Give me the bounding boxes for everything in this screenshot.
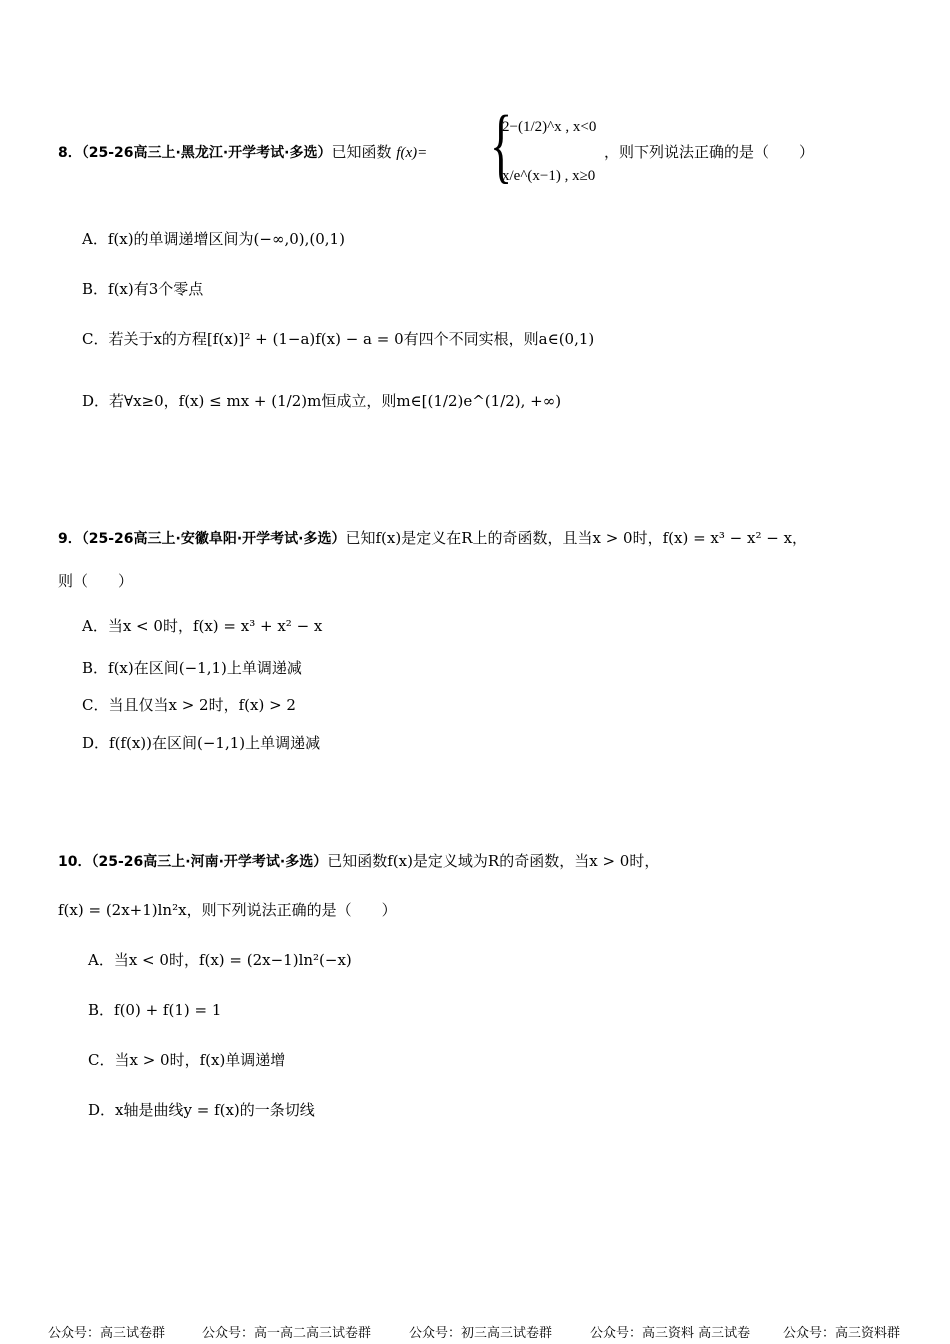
footer-item: 公众号：高一高二高三试卷群 [202,1326,372,1341]
q9-stem [58,528,807,549]
q9-option-a: A．当x < 0时，f(x) = x³ + x² − x [82,617,323,635]
q8-stem [58,142,427,163]
q8-option-a: A．f(x)的单调递增区间为(−∞,0),(0,1) [82,230,345,248]
q8-option-c: C．若关于x的方程[f(x)]² + (1−a)f(x) − a = 0有四个不同实根，则a∈(0,1) [82,330,595,348]
q10-option-b: B．f(0) + f(1) = 1 [88,1001,222,1019]
footer-item: 公众号：高三资料 高三试卷 [590,1326,751,1341]
q8-piecewise-brace: { [490,99,513,192]
q8-stem-func: f(x)= [396,145,428,161]
q9-stem-line1: 已知f(x)是定义在R上的奇函数，且当x > 0时，f(x) = x³ − x² − x， [345,529,808,547]
q9-stem-line2: 则（ ） [58,572,134,590]
q8-option-b: B．f(x)有3个零点 [82,280,204,298]
q9-option-b: B．f(x)在区间(−1,1)上单调递减 [82,659,302,677]
q10-stem-line2: f(x) = (2x+1)ln²x，则下列说法正确的是（ ） [58,901,397,919]
q8-option-d: D．若∀x≥0，f(x) ≤ mx + (1/2)m恒成立，则m∈[(1/2)e^(1/2), +∞) [82,392,562,410]
q10-number: 10． [58,854,92,870]
footer-item: 公众号：初三高三试卷群 [409,1326,553,1341]
q10-option-d: D．x轴是曲线y = f(x)的一条切线 [88,1101,315,1119]
q8-piece-top: 2−(1/2)^x , x<0 [502,119,597,135]
footer-item: 公众号：高三资料群 [783,1326,901,1341]
q8-tag: （25-26高三上·黑龙江·开学考试·多选） [81,145,332,161]
q10-option-c: C．当x > 0时，f(x)单调递增 [88,1051,286,1069]
q8-number: 8． [58,145,82,161]
q8-stem-suffix: ，则下列说法正确的是（ ） [604,143,815,161]
q8-piece-bottom: x/e^(x−1) , x≥0 [502,168,596,184]
q9-number: 9． [58,531,82,547]
q10-stem [58,851,659,872]
footer [0,1322,950,1342]
q9-option-d: D．f(f(x))在区间(−1,1)上单调递减 [82,734,321,752]
q9-tag: （25-26高三上·安徽阜阳·开学考试·多选） [81,531,346,547]
q9-option-c: C．当且仅当x > 2时，f(x) > 2 [82,696,296,714]
q8-stem-prefix: 已知函数 [331,143,392,161]
footer-item: 公众号：高三试卷群 [48,1326,166,1341]
q10-tag: （25-26高三上·河南·开学考试·多选） [91,854,328,870]
q10-option-a: A．当x < 0时，f(x) = (2x−1)ln²(−x) [88,951,352,969]
q10-stem-line1: 已知函数f(x)是定义域为R的奇函数，当x > 0时， [327,852,660,870]
